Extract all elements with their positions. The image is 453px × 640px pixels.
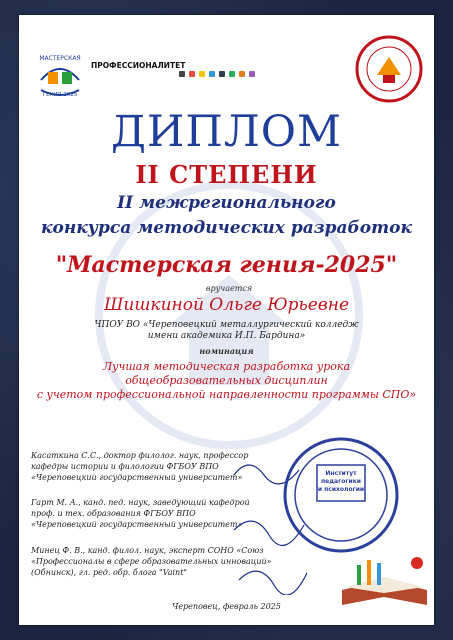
diploma-sheet xyxy=(19,15,434,625)
nomination-line: Лучшая методическая разработка урока xyxy=(102,360,351,373)
partner-icons xyxy=(179,62,259,81)
contest-name: "Мастерская гения-2025" xyxy=(55,252,398,278)
contest-line-1: II межрегионального xyxy=(117,193,336,213)
official-stamp xyxy=(281,435,401,555)
signatory-line: (Обнинск), гл. ред. обр. блога "Vaint" xyxy=(31,568,188,577)
degree-label: II СТЕПЕНИ xyxy=(135,160,318,189)
partner-label: ПРОФЕССИОНАЛИТЕТ xyxy=(91,61,186,70)
signatory-line: «Профессионалы в сфере образовательных инноваций» xyxy=(31,557,272,566)
stamp-line: педагогики xyxy=(321,478,361,485)
awarded-label: вручается xyxy=(205,284,253,293)
signatory-line: «Череповецкий государственный университет» xyxy=(31,473,243,482)
city-date: Череповец, февраль 2025 xyxy=(172,602,281,611)
nomination-line: с учетом профессиональной направленности программы СПО» xyxy=(36,388,417,401)
signatory-line: проф. и тех. образования ФГБОУ ВПО xyxy=(31,509,196,518)
college-emblem-icon xyxy=(355,35,423,103)
signatory-line: Касаткина С.С., доктор филолог. наук, профессор xyxy=(31,451,249,460)
contest-logo xyxy=(33,50,87,102)
signatory-line: Минец Ф. В., канд. филол. наук, эксперт СОНО «Союз xyxy=(31,546,264,555)
logo-bottom-text: ГЕНИЯ 2025 xyxy=(42,92,78,98)
nomination-text xyxy=(19,360,434,402)
diploma-title: ДИПЛОМ xyxy=(110,107,343,157)
nomination-line: общеобразовательных дисциплин xyxy=(125,374,328,387)
recipient-name: Шишкиной Ольге Юрьевне xyxy=(103,295,350,315)
contest-line-2: конкурса методических разработок xyxy=(41,218,412,238)
nomination-label: номинация xyxy=(199,346,254,356)
signatory-line: Гарт М. А., канд. пед. наук, заведующий кафедрой xyxy=(31,498,250,507)
stamp-line: Институт xyxy=(325,470,357,477)
signatory-line: «Череповецкий государственный университет» xyxy=(31,520,243,529)
institution xyxy=(19,320,434,342)
institution-line-2: имени академика И.П. Бардина» xyxy=(147,331,306,341)
institution-line-1: ЧПОУ ВО «Череповецкий металлургический колледж xyxy=(94,320,359,330)
signatory-line: кафедры истории и филологии ФГБОУ ВПО xyxy=(31,462,219,471)
logo-top-text: МАСТЕРСКАЯ xyxy=(39,55,81,62)
stamp-text xyxy=(317,470,365,494)
stamp-line: и психологии xyxy=(317,486,365,493)
